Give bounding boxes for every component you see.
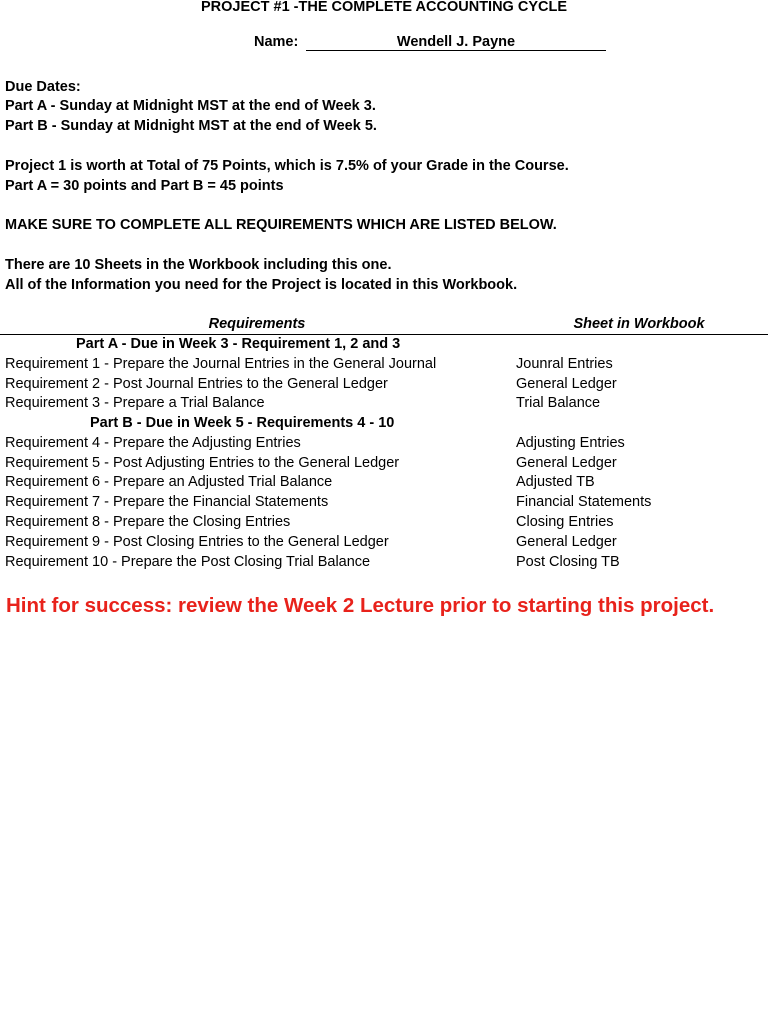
sheet-cell: Adjusting Entries bbox=[516, 435, 625, 451]
sheet-cell: Post Closing TB bbox=[516, 554, 620, 570]
points-total: Project 1 is worth at Total of 75 Points, which is 7.5% of your Grade in the Course. bbox=[5, 158, 569, 174]
due-date-part-a: Part A - Sunday at Midnight MST at the end of Week 3. bbox=[5, 98, 376, 114]
part-a-heading: Part A - Due in Week 3 - Requirement 1, 2 and 3 bbox=[76, 336, 401, 352]
page-title: PROJECT #1 -THE COMPLETE ACCOUNTING CYCLE bbox=[200, 0, 568, 15]
name-value: Wendell J. Payne bbox=[306, 33, 606, 51]
requirement-cell: Requirement 2 - Post Journal Entries to the General Ledger bbox=[5, 376, 388, 392]
sheet-cell: Adjusted TB bbox=[516, 474, 595, 490]
sheet-cell: Trial Balance bbox=[516, 395, 601, 411]
requirement-cell: Requirement 7 - Prepare the Financial Statements bbox=[5, 494, 329, 510]
requirement-cell: Requirement 4 - Prepare the Adjusting Entries bbox=[5, 435, 301, 451]
part-b-heading: Part B - Due in Week 5 - Requirements 4 - 10 bbox=[90, 415, 395, 431]
sheet-cell: General Ledger bbox=[516, 455, 617, 471]
sheet-cell: Financial Statements bbox=[516, 494, 652, 510]
column-header-requirements: Requirements bbox=[208, 316, 306, 332]
due-dates-heading: Due Dates: bbox=[5, 79, 81, 95]
requirement-cell: Requirement 8 - Prepare the Closing Entries bbox=[5, 514, 291, 530]
column-header-sheet: Sheet in Workbook bbox=[573, 316, 705, 332]
due-date-part-b: Part B - Sunday at Midnight MST at the end of Week 5. bbox=[5, 118, 377, 134]
name-label: Name: bbox=[254, 34, 299, 50]
sheet-cell: Jounral Entries bbox=[516, 356, 613, 372]
requirement-cell: Requirement 9 - Post Closing Entries to the General Ledger bbox=[5, 534, 389, 550]
workbook-info-location: All of the Information you need for the Project is located in this Workbook. bbox=[5, 277, 518, 293]
requirement-cell: Requirement 3 - Prepare a Trial Balance bbox=[5, 395, 265, 411]
requirement-cell: Requirement 10 - Prepare the Post Closing Trial Balance bbox=[5, 554, 371, 570]
points-split: Part A = 30 points and Part B = 45 points bbox=[5, 178, 284, 194]
sheet-cell: Closing Entries bbox=[516, 514, 614, 530]
requirement-cell: Requirement 6 - Prepare an Adjusted Trial Balance bbox=[5, 474, 333, 490]
requirements-notice: MAKE SURE TO COMPLETE ALL REQUIREMENTS WHICH ARE LISTED BELOW. bbox=[5, 217, 557, 233]
hint-text: Hint for success: review the Week 2 Lecture prior to starting this project. bbox=[6, 594, 715, 617]
workbook-sheet-count: There are 10 Sheets in the Workbook including this one. bbox=[5, 257, 392, 273]
sheet-cell: General Ledger bbox=[516, 534, 617, 550]
requirement-cell: Requirement 1 - Prepare the Journal Entries in the General Journal bbox=[5, 356, 437, 372]
sheet-cell: General Ledger bbox=[516, 376, 617, 392]
requirement-cell: Requirement 5 - Post Adjusting Entries to the General Ledger bbox=[5, 455, 400, 471]
